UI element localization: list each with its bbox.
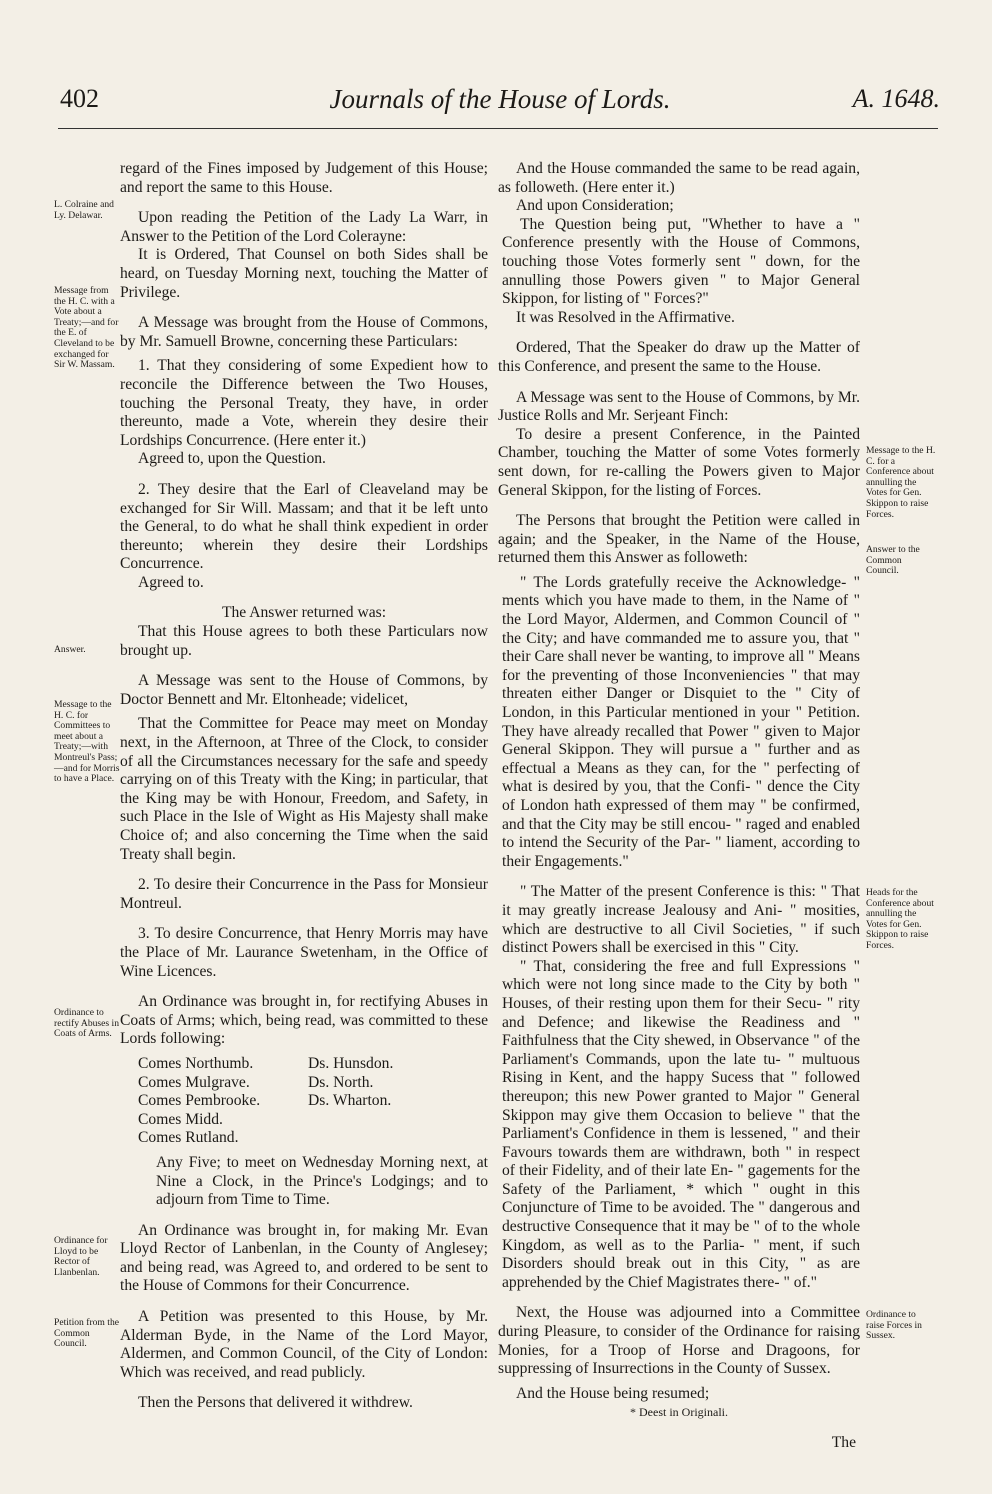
paragraph: A Message was brought from the House of Commons, by Mr. Samuell Browne, concerning these Particulars: [120,314,488,350]
paragraph: To desire a present Conference, in the Painted Chamber, touching the Matter of some Votes formerly sent down, for re-calling the Powers given to Major General Skippon, for the listing of Forces. [498,425,860,499]
paragraph: The Answer returned was: [221,604,387,622]
paragraph: A Message was sent to the House of Commons, by Doctor Bennett and Mr. Eltonheade; videlicet, [120,672,488,708]
paragraph: It is Ordered, That Counsel on both Sides shall be heard, on Tuesday Morning next, touching the Matter of Privilege. [120,246,488,301]
catchword: The [831,1434,856,1451]
paragraph: 3. To desire Concurrence, that Henry Morris may have the Place of Mr. Laurance Swetenham, in the Office of Wine Licences. [120,925,488,980]
paragraph: 1. That they considering of some Expedient how to reconcile the Difference between the Two Houses, touching the Personal Treaty, they have, in order thereunto, made a Vote, wherein they desire their Lordships Concurrence. (Here enter it.) [120,357,488,449]
margin-note: Message from the H. C. with a Vote about a Treaty;—and for the E. of Cleveland to be exchanged for Sir W. Massam. [54,285,119,371]
paragraph: And upon Consideration; [516,197,674,215]
paragraph: Ordered, That the Speaker do draw up the Matter of this Conference, and present the same to the House. [498,339,860,375]
header-rule [58,128,938,129]
committee-domini [308,1055,478,1148]
lord-name: Comes Midd. [138,1110,223,1128]
margin-note: Answer. [54,644,86,655]
lord-name: Ds. Wharton. [308,1092,392,1110]
paragraph: That the Committee for Peace may meet on Monday next, in the Afternoon, at Three of the Clock, to consider of all the Circumstances necessary for the safe and speedy carrying on of this Treaty with the King; in particular, that the King may be with Honour, Freedom, and Safety, in such Place in the Isle of Wight as His Majesty shall make Choice of; and also concerning the Time when the said Treaty shall begin. [120,715,488,863]
lord-name: Comes Northumb. [138,1054,254,1072]
paragraph: Agreed to. [138,573,204,591]
paragraph: An Ordinance was brought in, for rectifying Abuses in Coats of Arms; which, being read, was committed to these Lords following: [120,993,488,1048]
running-title: Journals of the House of Lords. [329,84,671,114]
paragraph: Agreed to, upon the Question. [138,450,326,468]
margin-note: Answer to the Common Council. [866,544,920,577]
paragraph: Any Five; to meet on Wednesday Morning next, at Nine a Clock, in the Prince's Lodgings; and to adjourn from Time to Time. [156,1153,488,1209]
paragraph: The Question being put, "Whether to have a " Conference presently with the House of Commons, touching those Votes formerly sent " down, for the annulling those Powers given " to Major General Skippon, for listing of " Forces?" [502,215,860,308]
margin-note: Message to the H. C. for a Conference about annulling the Votes for Gen. Skippon to raise Forces. [866,445,936,520]
year-label: A. 1648. [852,84,940,113]
page-number: 402 [60,84,99,113]
paragraph: A Petition was presented to this House, by Mr. Alderman Byde, in the Name of the Lord Mayor, Aldermen, and Common Council, of the City of London: Which was received, and read publicly. [120,1308,488,1381]
paragraph: Upon reading the Petition of the Lady La Warr, in Answer to the Petition of the Lord Colerayne: [120,209,488,245]
paragraph: Next, the House was adjourned into a Committee during Pleasure, to consider of the Ordinance for raising Monies, for a Troop of Horse and Dragoons, for suppressing of Insurrections in the County of Sussex. [498,1304,860,1378]
lord-name: Comes Rutland. [138,1129,239,1147]
margin-note: Ordinance for Lloyd to be Rector of Llanbenlan. [54,1235,108,1278]
margin-note: Ordinance to rectify Abuses in Coats of Arms. [54,1007,120,1040]
paragraph: regard of the Fines imposed by Judgement of this House; and report the same to this House. [120,160,488,196]
right-column [498,160,860,1453]
footnote: * Deest in Originali. [630,1405,728,1420]
left-column [120,160,488,1413]
lord-name: Comes Mulgrave. [138,1073,250,1091]
paragraph: Then the Persons that delivered it withdrew. [138,1394,413,1412]
paragraph: 2. They desire that the Earl of Cleaveland may be exchanged for Sir Will. Massam; and that it be left unto the General, to do what he shall think expedient in order thereunto; wherein they desire their Lordships Concurrence. [120,480,488,573]
paragraph: An Ordinance was brought in, for making Mr. Evan Lloyd Rector of Lanbenlan, in the County of Anglesey; and being read, was Agreed to, and ordered to be sent to the House of Commons for their Concurrence. [120,1221,488,1295]
committee-list [138,1055,488,1148]
paragraph: That this House agrees to both these Particulars now brought up. [120,623,488,659]
paragraph: " That, considering the free and full Expressions " which were not long since made to the City by both " Houses, of their resting upon them for their Secu- " rity and Defence; and likewise the Readiness and " Faithfulness that the City shewed, in Observance " of the Parliament's Commands, upon the late tu- " multuous Rising in Kent, and the happy Sucess that " followed thereupon; this new Power granted to Major " General Skippon may give them Occasion to believe " that the Parliament's Confidence in them is lessened, " and their Favours towards them are withdrawn, both " in respect of their Fidelity, and of their late En- " gagements for the Safety of the Parliament, * which " ought in this Conjuncture of Time to be avoided. The " dangerous and destructive Consequence that it may be " of to the whole Kingdom, as well as to the Parlia- " ment, if such Disorders should break out in this City, " as are apprehended by the Chief Magistrates there- " of." [502,957,860,1291]
committee-comites [138,1055,308,1148]
paragraph: And the House commanded the same to be read again, as followeth. (Here enter it.) [498,160,860,196]
margin-note: Heads for the Conference about annulling the Votes for Gen. Skippon to raise Forces. [866,887,934,951]
paragraph: " The Matter of the present Conference is this: " That it may greatly increase Jealousy and Ani- " mosities, which are destructive to all Civil Societies, " if such distinct Powers shall be exercised in this " City. [502,883,860,957]
margin-note: Ordinance to raise Forces in Sussex. [866,1309,922,1342]
paragraph: The Persons that brought the Petition were called in again; and the Speaker, in the Name of the House, returned them this Answer as followeth: [498,512,860,567]
margin-note: Petition from the Common Council. [54,1317,120,1350]
lord-name: Ds. North. [308,1073,374,1091]
paragraph: A Message was sent to the House of Commons, by Mr. Justice Rolls and Mr. Serjeant Finch: [498,388,860,425]
paragraph: " The Lords gratefully receive the Acknowledge- " ments which you have made to them, in the Name of " the Lord Mayor, Aldermen, and Common Council of " the City; and have commanded me to assure you, that " their Care shall never be wanting, to improve all " Means for the preventing of those Inconveniencies " that may threaten either Danger or Disquiet to the " City of London, in this Particular mentioned in your " Petition. They have already recalled that Power " given to Major General Skippon. They will pursue a " further and as effectual a Means as they can, for the " perfecting of what is desired by you, that the Confi- " dence the City of London hath expressed of them may " be confirmed, and that the City may be still encou- " raged and enabled to intend the Security of the Par- " liament, according to their Engagements." [502,573,860,870]
paragraph: 2. To desire their Concurrence in the Pass for Monsieur Montreul. [120,876,488,912]
paragraph: It was Resolved in the Affirmative. [516,308,735,326]
lord-name: Ds. Hunsdon. [308,1054,394,1072]
margin-note: L. Colraine and Ly. Delawar. [54,199,114,221]
margin-note: Message to the H. C. for Committees to meet about a Treaty;—with Montreul's Pass;—and for Morris to have a Place. [54,699,120,785]
page-header [60,84,940,124]
paragraph: And the House being resumed; [516,1384,710,1402]
lord-name: Comes Pembrooke. [138,1092,261,1110]
